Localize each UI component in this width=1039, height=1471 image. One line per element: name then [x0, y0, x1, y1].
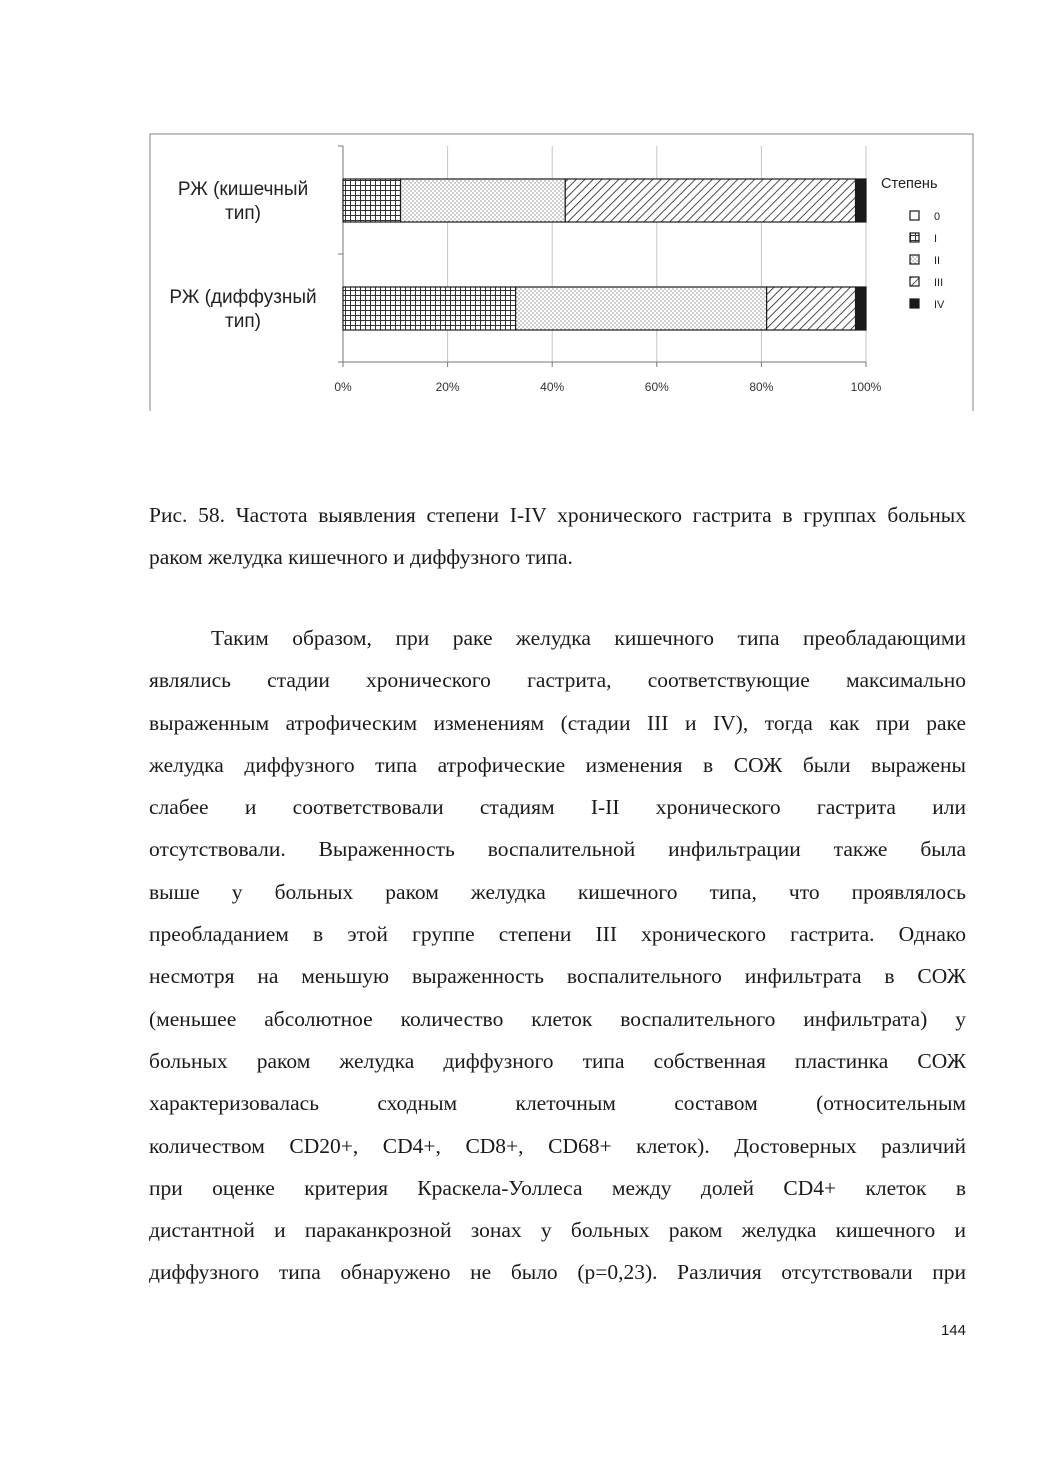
x-tick-label: 80%	[749, 380, 774, 394]
figure-caption: Рис. 58. Частота выявления степени I-IV хронического гастрита в группах больных раком желудка кишечного и диффузного типа.	[149, 503, 966, 569]
legend-label: III	[934, 277, 944, 289]
text-line: выше у больных раком желудка кишечного типа, что проявлялось	[149, 879, 966, 904]
text-line: выраженным атрофическим изменениям (стадии III и IV), тогда как при раке	[149, 710, 966, 735]
x-tick-label: 20%	[435, 380, 460, 394]
legend-label: 0	[934, 211, 941, 223]
chart	[0, 0, 1039, 460]
bar-segment-IV	[856, 179, 866, 222]
x-tick-label: 100%	[850, 380, 882, 394]
text-line: (меньшее абсолютное количество клеток воспалительного инфильтрата) у	[149, 1006, 966, 1031]
bars	[343, 179, 866, 330]
bar-segment-III	[565, 179, 855, 222]
x-tick-label: 60%	[644, 380, 669, 394]
category-label: тип)	[225, 203, 261, 224]
text-line: слабее и соответствовали стадиям I-II хронического гастрита или	[149, 795, 966, 820]
legend-label: I	[934, 233, 938, 245]
bar-segment-I	[343, 179, 401, 222]
text-line: характеризовалась сходным клеточным составом (относительным	[149, 1091, 966, 1116]
text-line: отсутствовали. Выраженность воспалительной инфильтрации также была	[149, 837, 966, 862]
text-line: являлись стадии хронического гастрита, соответствующие максимально	[149, 668, 966, 693]
legend-title: Степень	[881, 176, 938, 192]
chart-border	[150, 134, 973, 411]
text-line: количеством CD20+, CD4+, CD8+, CD68+ клеток). Достоверных различий	[149, 1133, 966, 1158]
bar-segment-II	[516, 287, 767, 330]
category-label: РЖ (кишечный	[177, 179, 309, 200]
text-line: диффузного типа обнаружено не было (р=0,23). Различия отсутствовали при	[149, 1260, 966, 1285]
text-line: дистантной и параканкрозной зонах у больных раком желудка кишечного и	[149, 1218, 966, 1243]
legend-swatch	[910, 299, 919, 308]
text-line: преобладанием в этой группе степени III хронического гастрита. Однако	[149, 922, 966, 947]
text-line: больных раком желудка диффузного типа собственная пластинка СОЖ	[149, 1048, 966, 1073]
category-label: РЖ (диффузный	[169, 287, 317, 308]
x-tick-label: 0%	[334, 380, 352, 394]
category-label: тип)	[225, 311, 261, 332]
bar-segment-I	[343, 287, 516, 330]
text-line: при оценке критерия Краскела-Уоллеса между долей CD4+ клеток в	[149, 1175, 966, 1200]
bar-segment-II	[401, 179, 566, 222]
text-line: желудка диффузного типа атрофические изменения в СОЖ были выражены	[149, 752, 966, 777]
text-line: Таким образом, при раке желудка кишечного типа преобладающими	[211, 626, 966, 650]
legend-swatch	[910, 255, 919, 264]
x-tick-label: 40%	[540, 380, 565, 394]
text-line: несмотря на меньшую выраженность воспалительного инфильтрата в СОЖ	[149, 964, 966, 989]
legend-label: IV	[934, 299, 945, 311]
bar-segment-III	[767, 287, 856, 330]
legend-swatch	[910, 211, 919, 220]
legend	[881, 176, 945, 311]
bar-segment-IV	[856, 287, 866, 330]
page-number: 144	[940, 1322, 966, 1339]
body-paragraph	[149, 617, 966, 1294]
legend-swatch	[910, 277, 919, 286]
legend-label: II	[934, 255, 941, 267]
legend-swatch	[910, 233, 919, 242]
